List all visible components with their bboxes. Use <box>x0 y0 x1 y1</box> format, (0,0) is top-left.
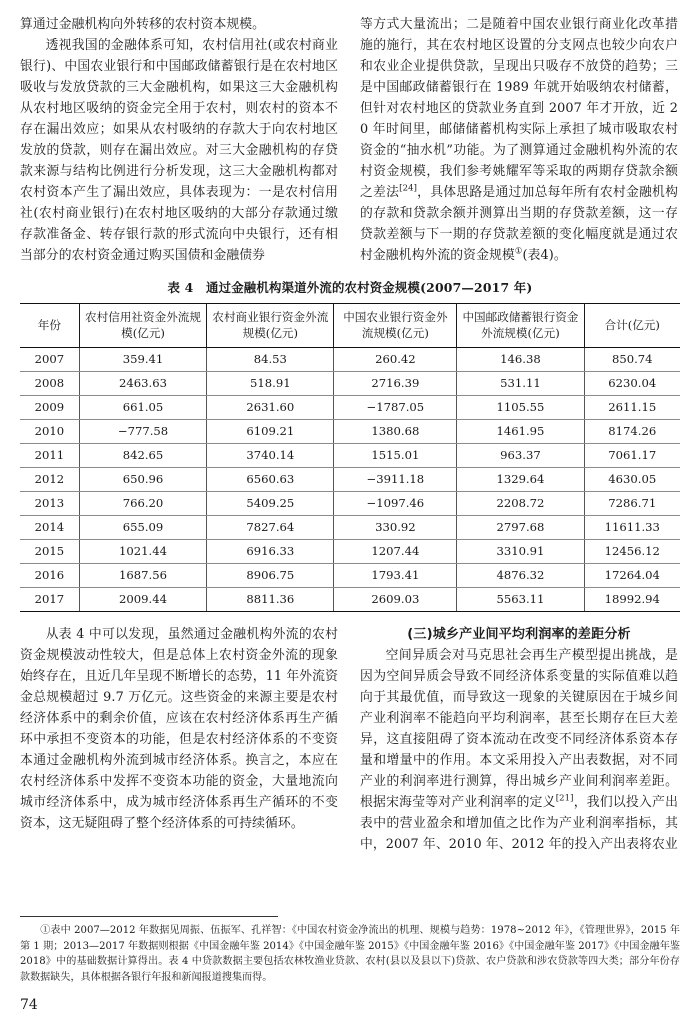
citation-ref-21: [21] <box>555 793 574 804</box>
cell-rcc: 842.65 <box>79 444 206 468</box>
cell-psbc: 1461.95 <box>457 420 584 444</box>
cell-total: 11611.33 <box>584 516 680 540</box>
cell-rcb: 7827.64 <box>207 516 334 540</box>
top-left-column <box>20 14 338 266</box>
cell-rcc: 766.20 <box>79 492 206 516</box>
table-row <box>20 588 680 612</box>
cell-abc: 1380.68 <box>334 420 457 444</box>
cell-year: 2013 <box>20 492 79 516</box>
paragraph-profit-rate-gap <box>360 645 678 855</box>
cell-total: 18992.94 <box>584 588 680 612</box>
table-caption: 表 4 通过金融机构渠道外流的农村资金规模(2007—2017 年) <box>167 280 533 295</box>
cell-rcb: 6916.33 <box>207 540 334 564</box>
cell-abc: 330.92 <box>334 516 457 540</box>
cell-psbc: 3310.91 <box>457 540 584 564</box>
table-row <box>20 348 680 372</box>
cell-rcb: 84.53 <box>207 348 334 372</box>
cell-abc: 2609.03 <box>334 588 457 612</box>
cell-total: 17264.04 <box>584 564 680 588</box>
cell-psbc: 1105.55 <box>457 396 584 420</box>
column-header-total: 合计(亿元) <box>604 318 660 332</box>
cell-year: 2009 <box>20 396 79 420</box>
cell-psbc: 1329.64 <box>457 468 584 492</box>
cell-rcc: 1021.44 <box>79 540 206 564</box>
cell-year: 2007 <box>20 348 79 372</box>
cell-rcc: 2463.63 <box>79 372 206 396</box>
bottom-left-column <box>20 624 338 834</box>
table-row <box>20 516 680 540</box>
footnote-text: ①表中 2007—2012 年数据见周振、伍振军、孔祥智：《中国农村资金净流出的机理、规模与趋势：1978~2012 年》，《管理世界》，2015 年第 1 期；2013—2017 年数据则根据《中国金融年鉴 2014》《中国金融年鉴 2015》《中国金融年鉴 2016》《中国金融年鉴 2017》《中国金融年鉴 2018》中的基础数据计算得出。表 4 中贷款数据主要包括农林牧渔业贷款、农村(县以及县以下)贷款、农户贷款和涉农贷款等四大类；部分年份存款数据缺失，具体根据各银行年报和新闻报道搜集而得。 <box>20 925 680 983</box>
cell-abc: 2716.39 <box>334 372 457 396</box>
table-row <box>20 492 680 516</box>
cell-rcc: 661.05 <box>79 396 206 420</box>
cell-psbc: 963.37 <box>457 444 584 468</box>
table-row <box>20 420 680 444</box>
paragraph-financial-system: 透视我国的金融体系可知，农村信用社(或农村商业银行)、中国农业银行和中国邮政储蓄银行是在农村地区吸收与发放贷款的三大金融机构，如果这三大金融机构从农村地区吸纳的资金完全用于农村，则农村的资本不存在漏出效应；如果从农村吸纳的存款大于向农村地区发放的贷款，则存在漏出效应。对三大金融机构的存贷款来源与结构比例进行分析发现，这三大金融机构都对农村资本产生了漏出效应，具体表现为：一是农村信用社(农村商业银行)在农村地区吸纳的大部分存款通过缴存款准备金、转存银行款的形式流向中央银行，还有相当部分的农村资金通过购买国债和金融债券 <box>20 38 338 263</box>
cell-rcb: 6109.21 <box>207 420 334 444</box>
citation-ref-24: [24] <box>399 183 418 194</box>
table-header <box>20 304 680 348</box>
cell-rcb: 8811.36 <box>207 588 334 612</box>
cell-total: 7061.17 <box>584 444 680 468</box>
cell-total: 6230.04 <box>584 372 680 396</box>
cell-abc: −1787.05 <box>334 396 457 420</box>
top-text-columns <box>20 14 680 266</box>
column-header-psbc: 中国邮政储蓄银行资金外流规模(亿元) <box>457 304 584 348</box>
page-number: 74 <box>20 997 38 1013</box>
cell-rcb: 2631.60 <box>207 396 334 420</box>
cell-year: 2016 <box>20 564 79 588</box>
cell-abc: 1793.41 <box>334 564 457 588</box>
section-heading-three: (三)城乡产业间平均利润率的差距分析 <box>407 627 631 642</box>
cell-total: 850.74 <box>584 348 680 372</box>
paragraph-outflow-channels <box>360 14 678 266</box>
cell-year: 2010 <box>20 420 79 444</box>
paragraph-continuation: 算通过金融机构向外转移的农村资本规模。 <box>20 17 266 32</box>
table-row <box>20 564 680 588</box>
cell-year: 2015 <box>20 540 79 564</box>
cell-rcc: 1687.56 <box>79 564 206 588</box>
footnote-marker-1: ① <box>514 246 523 257</box>
column-header-rcc: 农村信用社资金外流规模(亿元) <box>79 304 206 348</box>
table-4-container <box>20 279 680 612</box>
footnote-divider <box>20 916 278 917</box>
cell-total: 4630.05 <box>584 468 680 492</box>
cell-rcc: 359.41 <box>79 348 206 372</box>
table-row <box>20 444 680 468</box>
paragraph-outflow-text-b: ，具体思路是通过加总每年所有农村金融机构的存款和贷款余额并测算出当期的存贷款差额，这一存贷款差额与下一期的存贷款差额的变化幅度就是通过农村金融机构外流的资金规模 <box>360 185 678 263</box>
table-body <box>20 348 680 612</box>
cell-rcb: 3740.14 <box>207 444 334 468</box>
cell-rcb: 6560.63 <box>207 468 334 492</box>
cell-rcb: 8906.75 <box>207 564 334 588</box>
cell-rcc: 650.96 <box>79 468 206 492</box>
cell-rcb: 518.91 <box>207 372 334 396</box>
cell-rcb: 5409.25 <box>207 492 334 516</box>
paragraph-outflow-text-c: (表4)。 <box>522 248 567 263</box>
cell-psbc: 5563.11 <box>457 588 584 612</box>
cell-total: 12456.12 <box>584 540 680 564</box>
column-header-abc: 中国农业银行资金外流规模(亿元) <box>334 304 457 348</box>
cell-psbc: 531.11 <box>457 372 584 396</box>
table-row <box>20 396 680 420</box>
table-row <box>20 540 680 564</box>
column-header-rcb: 农村商业银行资金外流规模(亿元) <box>207 304 334 348</box>
paragraph-outflow-text-a: 等方式大量流出；二是随着中国农业银行商业化改革措施的施行，其在农村地区设置的分支网点也较少向农户和农业企业提供贷款，呈现出只吸存不放贷的趋势；三是中国邮政储蓄银行在 1989 年就开始吸纳农村储蓄，但针对农村地区的贷款业务直到 2007 年才开放，近 20 年时间里，邮储储蓄机构实际上承担了城市吸取农村资金的“抽水机”功能。为了测算通过金融机构外流的农村资金规模，我们参考姚耀军等采取的两期存贷款余额之差法 <box>360 17 678 200</box>
cell-psbc: 146.38 <box>457 348 584 372</box>
cell-total: 8174.26 <box>584 420 680 444</box>
cell-abc: 260.42 <box>334 348 457 372</box>
top-right-column <box>360 14 678 266</box>
cell-psbc: 4876.32 <box>457 564 584 588</box>
cell-total: 2611.15 <box>584 396 680 420</box>
cell-abc: 1207.44 <box>334 540 457 564</box>
table-row <box>20 372 680 396</box>
cell-year: 2012 <box>20 468 79 492</box>
cell-rcc: −777.58 <box>79 420 206 444</box>
cell-abc: 1515.01 <box>334 444 457 468</box>
cell-psbc: 2208.72 <box>457 492 584 516</box>
cell-total: 7286.71 <box>584 492 680 516</box>
cell-year: 2011 <box>20 444 79 468</box>
cell-year: 2008 <box>20 372 79 396</box>
cell-abc: −1097.46 <box>334 492 457 516</box>
bottom-text-columns <box>20 624 680 855</box>
table-header-row <box>20 304 680 348</box>
paragraph-profit-text-b: ，我们以投入产出表中的营业盈余和增加值之比作为产业利润率指标，其中，2007 年、2010 年、2012 年的投入产出表将农业 <box>360 795 679 852</box>
paragraph-table-analysis: 从表 4 中可以发现，虽然通过金融机构外流的农村资金规模波动性较大，但是总体上农村资金外流的现象始终存在，且近几年呈现不断增长的态势，11 年外流资金总规模超过 9.7 万亿元。这些资金的来源主要是农村经济体系中的剩余价值，应该在农村经济体系再生产循环中承担不变资本的功能，但是农村经济体系的不变资本通过金融机构外流到城市经济体系。换言之，本应在农村经济体系中发挥不变资本功能的资金，大量地流向城市经济体系中，成为城市经济体系再生产循环的不变资本，这无疑阻碍了整个经济体系的可持续循环。 <box>20 627 338 831</box>
cell-year: 2017 <box>20 588 79 612</box>
cell-rcc: 655.09 <box>79 516 206 540</box>
footnote-block <box>20 916 680 985</box>
table-row <box>20 468 680 492</box>
rural-capital-outflow-table <box>20 303 680 612</box>
paragraph-profit-text-a: 空间异质会对马克思社会再生产模型提出挑战，是因为空间异质会导致不同经济体系变量的实际值难以趋向于其最优值，而导致这一现象的关键原因在于城乡间产业利润率不能趋向平均利润率，甚至长期存在巨大差异，这直接阻碍了资本流动在改变不同经济体系资本存量和增量中的作用。本文采用投入产出表数据，对不同产业的利润率进行测算，得出城乡产业间利润率差距。根据宋海莹等对产业利润率的定义 <box>360 648 678 810</box>
column-header-year: 年份 <box>20 304 79 348</box>
cell-abc: −3911.18 <box>334 468 457 492</box>
cell-rcc: 2009.44 <box>79 588 206 612</box>
cell-year: 2014 <box>20 516 79 540</box>
bottom-right-column <box>360 624 678 855</box>
cell-psbc: 2797.68 <box>457 516 584 540</box>
